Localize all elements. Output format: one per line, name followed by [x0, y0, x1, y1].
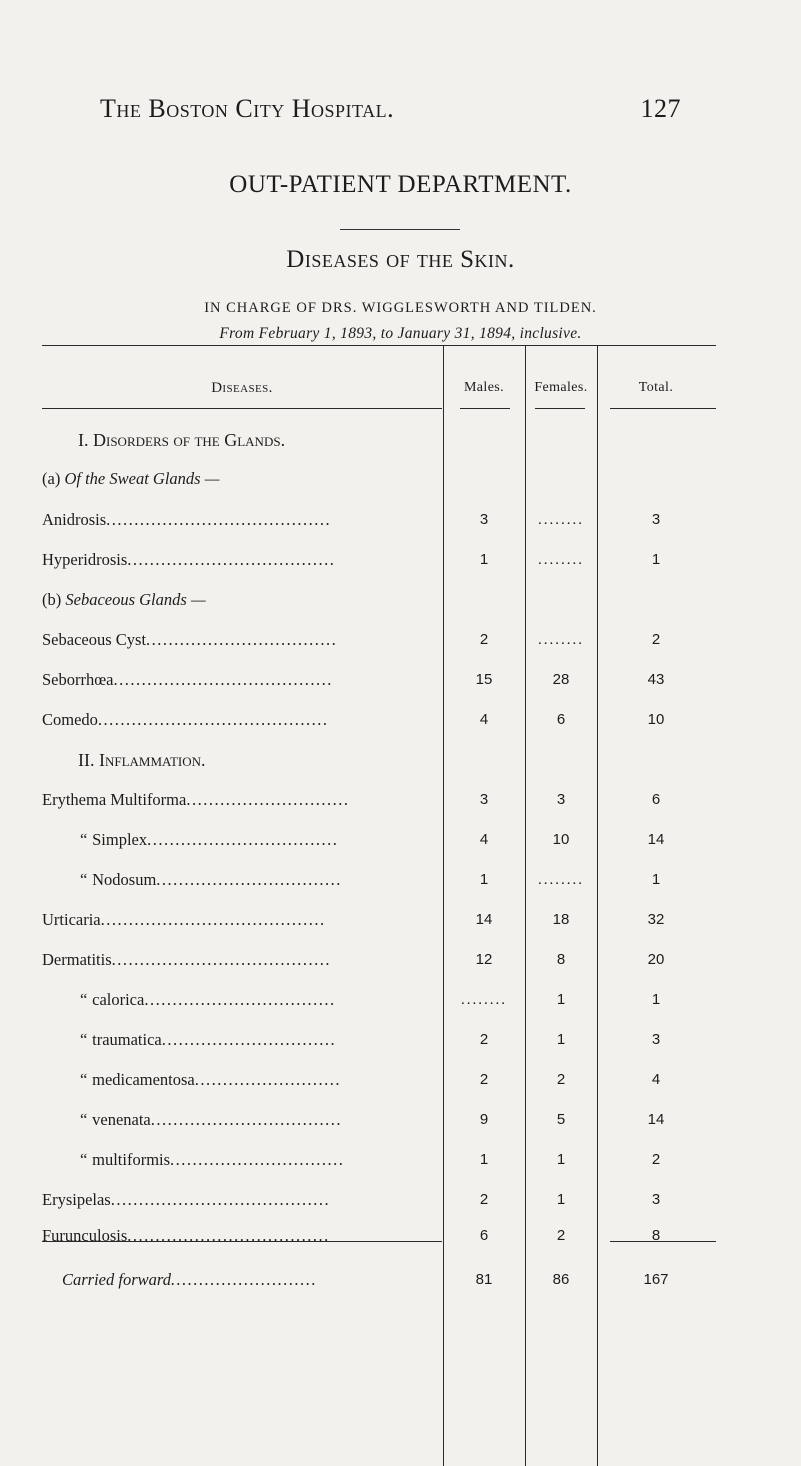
leaders: ....................................... [111, 950, 332, 969]
females-cell: 1 [556, 991, 566, 1008]
total-cell: 3 [651, 1031, 661, 1048]
males-cell: 6 [479, 1227, 489, 1244]
header-males: Males. [463, 380, 505, 395]
table-row [0, 1062, 801, 1098]
disease-label [42, 1102, 442, 1138]
disease-name: Erythema Multiforma [42, 790, 187, 809]
running-head-title: The Boston City Hospital. [100, 94, 395, 123]
disease-label [42, 1142, 442, 1178]
disease-name: Urticaria [42, 910, 101, 929]
table-row [0, 982, 801, 1018]
table-row [0, 862, 801, 898]
disease-name: multiformis [92, 1150, 171, 1169]
table-row [0, 1182, 801, 1218]
males-cell: 4 [479, 711, 489, 728]
females-cell: 3 [556, 791, 566, 808]
females-cell: 6 [556, 711, 566, 728]
subgroup-letter: (a) [42, 469, 61, 488]
disease-label [42, 942, 442, 978]
disease-label [42, 1022, 442, 1058]
subgroup-title: Sebaceous Glands — [65, 590, 206, 609]
leaders: .................................. [150, 1110, 343, 1129]
males-cell: 12 [475, 951, 493, 968]
males-cell: 1 [479, 551, 489, 568]
females-cell: 5 [556, 1111, 566, 1128]
group-heading: I. Disorders of the Glands. [78, 430, 286, 450]
table-row [0, 942, 801, 978]
table-row [0, 902, 801, 938]
ditto-mark: “ [80, 1110, 88, 1129]
disease-name: Simplex [92, 830, 148, 849]
females-cell: ........ [538, 552, 584, 568]
disease-name: traumatica [92, 1030, 162, 1049]
total-cell: 3 [651, 511, 661, 528]
disease-label [42, 502, 442, 538]
disease-label [42, 702, 442, 738]
females-cell: 28 [552, 671, 570, 688]
ditto-mark: “ [80, 870, 88, 889]
table-row [0, 622, 801, 658]
females-cell: ........ [538, 632, 584, 648]
leaders: .................................... [127, 1226, 330, 1245]
table-row [0, 662, 801, 698]
disease-name: Seborrhœa [42, 670, 114, 689]
females-cell: ........ [538, 872, 584, 888]
header-females: Females. [534, 380, 588, 395]
males-cell: 15 [475, 671, 493, 688]
ditto-mark: “ [80, 830, 88, 849]
total-cell: 3 [651, 1191, 661, 1208]
leaders: ............................... [170, 1150, 345, 1169]
disease-name: Sebaceous Cyst [42, 630, 147, 649]
table-row [0, 582, 801, 618]
department-title: OUT-PATIENT DEPARTMENT. [229, 171, 572, 198]
males-cell: 1 [479, 871, 489, 888]
leaders: ............................. [186, 790, 350, 809]
header-total: Total. [638, 380, 674, 395]
females-cell: 18 [552, 911, 570, 928]
carried-forward-label [62, 1262, 462, 1298]
leaders: .................................. [144, 990, 336, 1009]
females-cell: 2 [556, 1227, 566, 1244]
group-heading: II. Inflammation. [78, 750, 206, 770]
disease-label [42, 1062, 442, 1098]
males-cell: 81 [475, 1271, 493, 1288]
disease-label [42, 662, 442, 698]
total-cell: 1 [651, 991, 661, 1008]
total-cell: 20 [647, 951, 665, 968]
table-row [0, 822, 801, 858]
disease-name: Nodosum [92, 870, 157, 889]
leaders: ....................................... [113, 670, 333, 689]
males-cell: 3 [479, 511, 489, 528]
females-cell: ........ [538, 512, 584, 528]
table-row [0, 702, 801, 738]
males-cell: 4 [479, 831, 489, 848]
subgroup-title: Of the Sweat Glands — [64, 469, 220, 488]
leaders: .................................. [146, 630, 338, 649]
table-row [0, 502, 801, 538]
males-cell: 2 [479, 631, 489, 648]
leaders: ........................................ [106, 510, 332, 529]
total-cell: 32 [647, 911, 665, 928]
total-cell: 14 [647, 831, 665, 848]
table-row [0, 422, 801, 458]
disease-name: Erysipelas [42, 1190, 111, 1209]
table-row [0, 1218, 801, 1254]
disease-name: Comedo [42, 710, 98, 729]
date-range: From February 1, 1893, to January 31, 1894, inclusive. [219, 325, 582, 342]
disease-name: calorica [92, 990, 145, 1009]
disease-name: Hyperidrosis [42, 550, 128, 569]
disease-name: Dermatitis [42, 950, 112, 969]
table-row [0, 1102, 801, 1138]
page-number: 127 [640, 94, 681, 123]
disease-name: venenata [92, 1110, 151, 1129]
leaders: ..................................... [127, 550, 336, 569]
ditto-mark: “ [80, 990, 88, 1009]
total-cell: 10 [647, 711, 665, 728]
table-row [0, 742, 801, 778]
disease-label [42, 1218, 442, 1254]
males-cell: 9 [479, 1111, 489, 1128]
total-cell: 43 [647, 671, 665, 688]
table-row [0, 782, 801, 818]
total-cell: 1 [651, 871, 661, 888]
disease-name: medicamentosa [92, 1070, 195, 1089]
leaders: .......................... [170, 1270, 318, 1289]
males-cell: 14 [475, 911, 493, 928]
ditto-mark: “ [80, 1150, 88, 1169]
males-cell: 1 [479, 1151, 489, 1168]
males-cell: 2 [479, 1071, 489, 1088]
disease-label [42, 782, 442, 818]
total-cell: 14 [647, 1111, 665, 1128]
total-cell: 1 [651, 551, 661, 568]
leaders: .................................. [147, 830, 339, 849]
total-cell: 2 [651, 631, 661, 648]
section-title: Diseases of the Skin. [286, 246, 515, 273]
disease-label [42, 982, 442, 1018]
leaders: ................................. [156, 870, 342, 889]
disease-label [42, 862, 442, 898]
males-cell: 2 [479, 1031, 489, 1048]
females-cell: 10 [552, 831, 570, 848]
total-cell: 2 [651, 1151, 661, 1168]
header-diseases: Diseases. [211, 380, 273, 396]
leaders: ......................................... [97, 710, 329, 729]
ditto-mark: “ [80, 1070, 88, 1089]
disease-label [42, 822, 442, 858]
females-cell: 1 [556, 1031, 566, 1048]
total-cell: 4 [651, 1071, 661, 1088]
disease-label [42, 1182, 442, 1218]
carried-forward-row [0, 1262, 801, 1298]
table-row [0, 461, 801, 497]
subgroup-heading [42, 582, 442, 618]
females-cell: 86 [552, 1271, 570, 1288]
table-row [0, 542, 801, 578]
leaders: ........................................ [100, 910, 326, 929]
males-cell: ........ [461, 992, 507, 1008]
subgroup-heading [42, 461, 442, 497]
disease-label [42, 902, 442, 938]
males-cell: 2 [479, 1191, 489, 1208]
females-cell: 8 [556, 951, 566, 968]
males-cell: 3 [479, 791, 489, 808]
disease-name: Anidrosis [42, 510, 107, 529]
total-cell: 8 [651, 1227, 661, 1244]
table-row [0, 1022, 801, 1058]
ditto-mark: “ [80, 1030, 88, 1049]
disease-label [42, 622, 442, 658]
table-row [0, 1142, 801, 1178]
disease-label [42, 542, 442, 578]
leaders: ............................... [161, 1030, 337, 1049]
total-cell: 6 [651, 791, 661, 808]
subtitle: IN CHARGE OF DRS. WIGGLESWORTH AND TILDEN. [204, 300, 597, 316]
subgroup-letter: (b) [42, 590, 62, 609]
carried-forward-text: Carried forward [62, 1270, 171, 1289]
females-cell: 2 [556, 1071, 566, 1088]
females-cell: 1 [556, 1191, 566, 1208]
total-cell: 167 [643, 1271, 669, 1288]
leaders: .......................... [194, 1070, 342, 1089]
females-cell: 1 [556, 1151, 566, 1168]
disease-name: Furunculosis [42, 1226, 128, 1245]
leaders: ....................................... [110, 1190, 331, 1209]
title-rule [340, 229, 460, 230]
